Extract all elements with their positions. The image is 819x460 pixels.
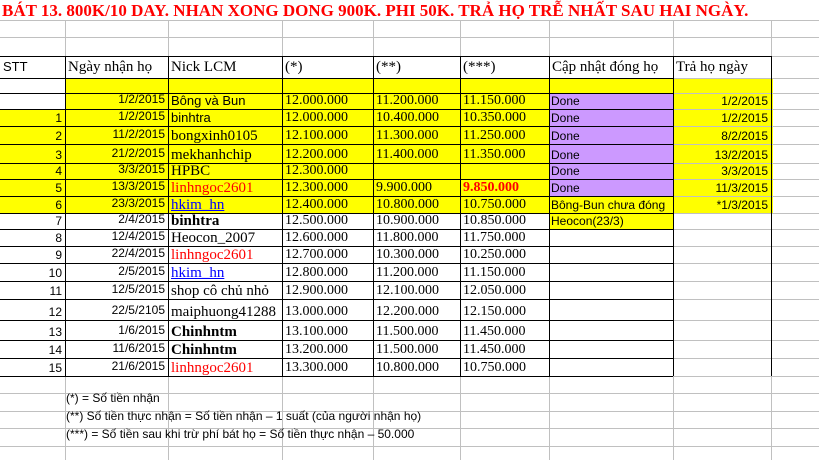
- net-cell[interactable]: 11.450.000: [463, 342, 526, 357]
- update-cell[interactable]: Done: [551, 164, 580, 178]
- net-cell[interactable]: 12.150.000: [463, 304, 526, 319]
- receive-date-cell[interactable]: 1/2/2015: [118, 109, 165, 123]
- net-cell[interactable]: 11.450.000: [463, 324, 526, 339]
- nick-cell[interactable]: linhngoc2601: [171, 360, 254, 376]
- receive-date-cell[interactable]: 22/5/2105: [111, 303, 165, 317]
- pay-date-cell[interactable]: 3/3/2015: [721, 164, 768, 178]
- receive-date-cell[interactable]: 1/6/2015: [118, 323, 165, 337]
- amount-cell[interactable]: 12.100.000: [285, 128, 348, 143]
- pay-date-cell[interactable]: [673, 213, 770, 229]
- stt-cell[interactable]: 14: [48, 343, 62, 357]
- update-cell[interactable]: [551, 247, 673, 263]
- net-cell[interactable]: 9.850.000: [463, 180, 519, 195]
- actual-cell[interactable]: 10.800.000: [376, 360, 439, 375]
- stt-cell[interactable]: 5: [55, 181, 62, 195]
- pay-date-cell[interactable]: 11/3/2015: [715, 181, 768, 195]
- actual-cell[interactable]: 11.400.000: [376, 147, 439, 162]
- amount-cell[interactable]: 12.500.000: [285, 213, 348, 228]
- net-cell[interactable]: [461, 163, 549, 179]
- stt-cell[interactable]: 2: [55, 129, 62, 143]
- stt-cell[interactable]: 10: [48, 266, 62, 280]
- update-cell[interactable]: Heocon(23/3): [551, 214, 624, 228]
- amount-cell[interactable]: 12.200.000: [285, 147, 348, 162]
- actual-cell[interactable]: 9.900.000: [376, 180, 432, 195]
- note-1: (*) = Số tiền nhận: [66, 391, 160, 405]
- yellow-band: [65, 78, 773, 93]
- note-2: (**) Số tiền thực nhận = Số tiền nhận – 1 suất (của người nhận họ): [66, 409, 422, 423]
- receive-date-cell[interactable]: 2/5/2015: [118, 264, 165, 278]
- net-cell[interactable]: 11.150.000: [463, 265, 526, 280]
- update-cell[interactable]: [551, 265, 673, 281]
- nick-cell[interactable]: Bông và Bun: [171, 93, 246, 108]
- pay-date-cell[interactable]: 13/2/2015: [714, 148, 768, 162]
- stt-cell[interactable]: 13: [48, 325, 62, 339]
- receive-date-cell[interactable]: 13/3/2015: [111, 179, 165, 193]
- stt-cell[interactable]: 6: [55, 198, 62, 212]
- update-cell[interactable]: [551, 342, 673, 358]
- update-cell[interactable]: [551, 304, 673, 320]
- net-cell[interactable]: 11.350.000: [463, 147, 526, 162]
- net-cell[interactable]: 10.350.000: [463, 110, 526, 125]
- amount-cell[interactable]: 12.300.000: [285, 180, 348, 195]
- update-cell[interactable]: Done: [551, 181, 580, 195]
- receive-date-cell[interactable]: 12/5/2015: [111, 282, 165, 296]
- amount-cell[interactable]: 12.600.000: [285, 230, 348, 245]
- update-cell[interactable]: [551, 283, 673, 299]
- actual-cell[interactable]: 11.500.000: [376, 324, 439, 339]
- amount-cell[interactable]: 12.000.000: [285, 110, 348, 125]
- nick-cell[interactable]: linhngoc2601: [171, 247, 254, 263]
- pay-date-cell[interactable]: 1/2/2015: [721, 111, 768, 125]
- actual-cell[interactable]: 11.500.000: [376, 342, 439, 357]
- amount-cell[interactable]: 13.100.000: [285, 324, 348, 339]
- stt-cell[interactable]: 3: [55, 148, 62, 162]
- nick-cell[interactable]: binhtra: [171, 110, 211, 125]
- amount-cell[interactable]: 12.800.000: [285, 265, 348, 280]
- actual-cell[interactable]: 10.800.000: [376, 197, 439, 212]
- pay-date-cell[interactable]: [673, 360, 770, 376]
- header-stt[interactable]: STT: [3, 59, 28, 74]
- update-cell[interactable]: [551, 360, 673, 376]
- receive-date-cell[interactable]: 11/6/2015: [112, 341, 165, 355]
- header-net[interactable]: (***): [463, 59, 496, 75]
- amount-cell[interactable]: 12.900.000: [285, 283, 348, 298]
- receive-date-cell[interactable]: 21/6/2015: [111, 359, 165, 373]
- update-cell[interactable]: Bông-Bun chưa đóng: [551, 198, 666, 212]
- receive-date-cell[interactable]: 21/2/2015: [111, 146, 165, 160]
- header-receive-date[interactable]: Ngày nhận họ: [68, 59, 153, 75]
- receive-date-cell[interactable]: 12/4/2015: [111, 229, 165, 243]
- amount-cell[interactable]: 12.000.000: [285, 93, 348, 108]
- amount-cell[interactable]: 12.300.000: [285, 163, 348, 178]
- update-cell[interactable]: [551, 324, 673, 340]
- net-cell[interactable]: 10.750.000: [463, 360, 526, 375]
- amount-cell[interactable]: 12.700.000: [285, 247, 348, 262]
- amount-cell[interactable]: 13.000.000: [285, 304, 348, 319]
- actual-cell[interactable]: [374, 163, 460, 179]
- stt-cell[interactable]: [0, 93, 64, 109]
- receive-date-cell[interactable]: 11/2/2015: [112, 127, 165, 141]
- pay-date-cell[interactable]: 1/2/2015: [721, 94, 768, 108]
- pay-date-cell[interactable]: *1/3/2015: [716, 198, 768, 212]
- actual-cell[interactable]: 11.200.000: [376, 265, 439, 280]
- stt-cell[interactable]: 7: [55, 214, 62, 228]
- stt-cell[interactable]: 15: [48, 361, 62, 375]
- update-cell[interactable]: [551, 230, 673, 246]
- net-cell[interactable]: 10.850.000: [463, 213, 526, 228]
- actual-cell[interactable]: 11.300.000: [376, 128, 439, 143]
- net-cell[interactable]: 11.750.000: [463, 230, 526, 245]
- nick-cell[interactable]: mekhanhchip: [171, 147, 252, 163]
- net-cell[interactable]: 12.050.000: [463, 283, 526, 298]
- nick-cell[interactable]: Heocon_2007: [171, 230, 256, 246]
- actual-cell[interactable]: 10.900.000: [376, 213, 439, 228]
- header-actual[interactable]: (**): [376, 59, 401, 75]
- pay-date-cell[interactable]: [673, 324, 770, 340]
- net-cell[interactable]: 10.250.000: [463, 247, 526, 262]
- nick-cell[interactable]: Chinhntm: [171, 324, 237, 340]
- nick-cell[interactable]: bongxinh0105: [171, 128, 258, 144]
- pay-date-cell[interactable]: [673, 283, 770, 299]
- nick-cell[interactable]: Chinhntm: [171, 342, 237, 358]
- actual-cell[interactable]: 11.200.000: [376, 93, 439, 108]
- net-cell[interactable]: 11.250.000: [463, 128, 526, 143]
- net-cell[interactable]: 11.150.000: [463, 93, 526, 108]
- stt-cell[interactable]: 8: [55, 231, 62, 245]
- receive-date-cell[interactable]: 22/4/2015: [111, 246, 165, 260]
- amount-cell[interactable]: 13.300.000: [285, 360, 348, 375]
- receive-date-cell[interactable]: 23/3/2015: [111, 196, 165, 210]
- stt-cell[interactable]: 9: [55, 248, 62, 262]
- update-cell[interactable]: Done: [551, 111, 580, 125]
- header-nick[interactable]: Nick LCM: [171, 59, 237, 75]
- receive-date-cell[interactable]: 1/2/2015: [118, 92, 165, 106]
- blank-band: [0, 78, 65, 93]
- nick-cell[interactable]: hkim_hn: [171, 265, 225, 281]
- nick-cell[interactable]: linhngoc2601: [171, 180, 254, 196]
- nick-cell[interactable]: binhtra: [171, 213, 220, 229]
- header-update[interactable]: Cập nhật đóng họ: [552, 59, 659, 75]
- actual-cell[interactable]: 12.200.000: [376, 304, 439, 319]
- receive-date-cell[interactable]: 3/3/2015: [118, 162, 165, 176]
- stt-cell[interactable]: 11: [49, 284, 62, 298]
- actual-cell[interactable]: 12.100.000: [376, 283, 439, 298]
- pay-date-cell[interactable]: [673, 265, 770, 281]
- pay-date-cell[interactable]: [673, 230, 770, 246]
- actual-cell[interactable]: 11.800.000: [376, 230, 439, 245]
- note-3: (***) = Số tiền sau khi trừ phí bát họ = Số tiền thực nhận – 50.000: [66, 427, 415, 441]
- pay-date-cell[interactable]: [673, 342, 770, 358]
- nick-cell[interactable]: shop cô chủ nhỏ: [171, 283, 269, 299]
- receive-date-cell[interactable]: 2/4/2015: [118, 212, 165, 226]
- pay-date-cell[interactable]: [673, 247, 770, 263]
- update-cell[interactable]: Done: [551, 148, 580, 162]
- stt-cell[interactable]: 1: [55, 111, 62, 125]
- pay-date-cell[interactable]: [673, 304, 770, 320]
- pay-date-cell[interactable]: 8/2/2015: [721, 129, 768, 143]
- stt-cell[interactable]: 4: [55, 164, 62, 178]
- net-cell[interactable]: 10.750.000: [463, 197, 526, 212]
- nick-cell[interactable]: maiphuong41288: [171, 304, 276, 320]
- actual-cell[interactable]: 10.400.000: [376, 110, 439, 125]
- update-cell[interactable]: Done: [551, 129, 580, 143]
- sheet-title: BÁT 13. 800K/10 DAY. NHAN XONG DONG 900K. PHI 50K. TRẢ HỌ TRỄ NHẤT SAU HAI NGÀY.: [2, 1, 749, 20]
- nick-cell[interactable]: hkim_hn: [171, 197, 225, 213]
- amount-cell[interactable]: 13.200.000: [285, 342, 348, 357]
- amount-cell[interactable]: 12.400.000: [285, 197, 348, 212]
- stt-cell[interactable]: 12: [48, 305, 62, 319]
- nick-cell[interactable]: HPBC: [171, 163, 211, 179]
- header-pay-date[interactable]: Trả họ ngày: [676, 59, 748, 75]
- header-amount[interactable]: (*): [285, 59, 303, 75]
- update-cell[interactable]: Done: [551, 94, 580, 108]
- actual-cell[interactable]: 10.300.000: [376, 247, 439, 262]
